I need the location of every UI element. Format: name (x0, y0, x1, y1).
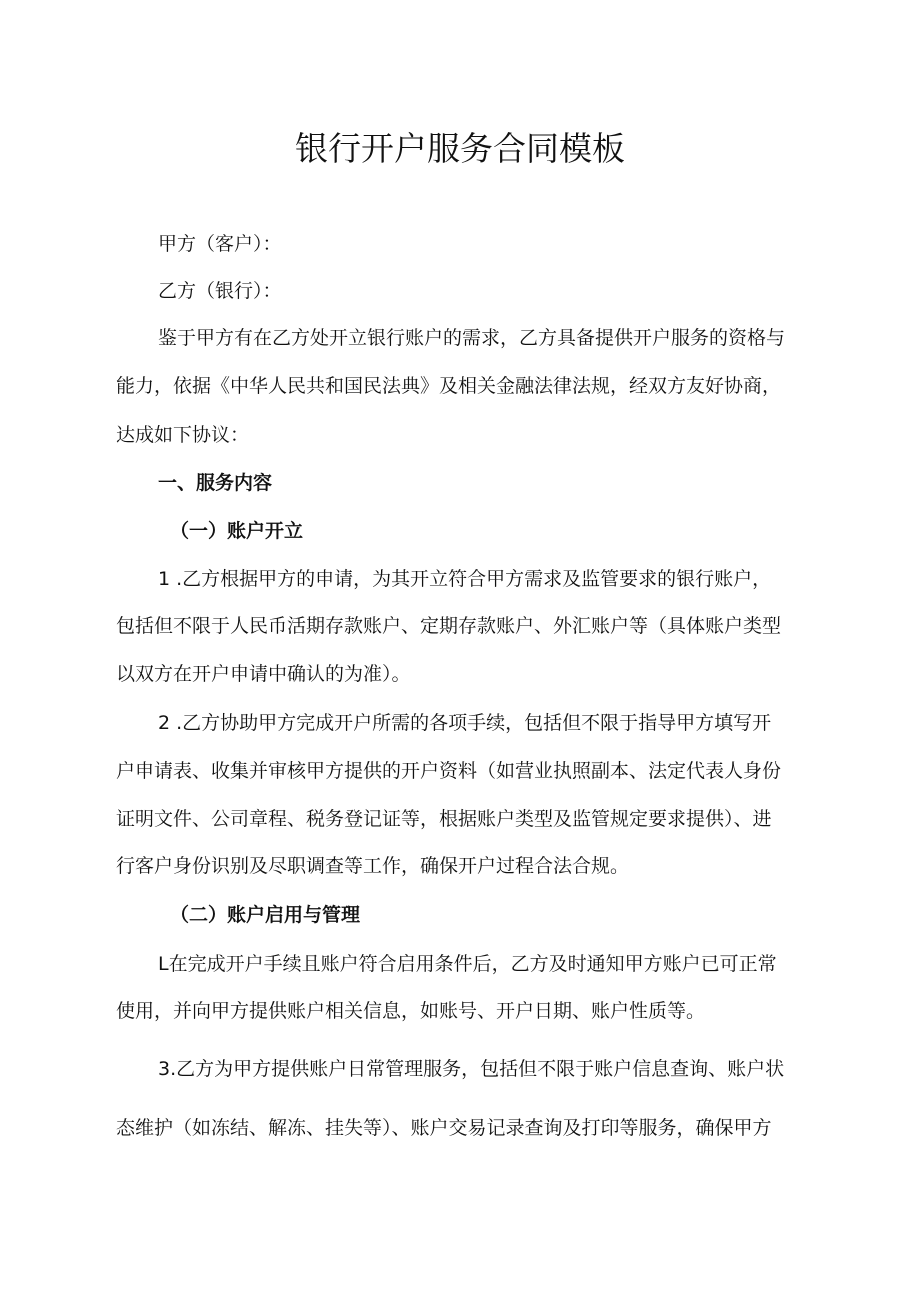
preamble-line-1: 鉴于甲方有在乙方处开立银行账户的需求，乙方具备提供开户服务的资格与 (158, 327, 786, 349)
preamble-line-2: 能力，依据《中华人民共和国民法典》及相关金融法律法规，经双方友好协商， (116, 375, 782, 397)
party-b-line: 乙方（银行）： (158, 280, 282, 302)
item-1-line-2: 包括但不限于人民币活期存款账户、定期存款账户、外汇账户等（具体账户类型 (116, 615, 782, 637)
subsection-1-heading: （一）账户开立 (170, 520, 304, 542)
section-1-heading: 一、服务内容 (158, 472, 273, 494)
item-1-line-1: 1 .乙方根据甲方的申请，为其开立符合甲方需求及监管要求的银行账户， (158, 568, 772, 590)
item-2-line-4: 行客户身份识别及尽职调查等工作，确保开户过程合法合规。 (116, 855, 630, 877)
document-title: 银行开户服务合同模板 (295, 129, 625, 168)
item-L-line-1: L在完成开户手续且账户符合启用条件后，乙方及时通知甲方账户已可正常 (158, 953, 777, 975)
item-3-line-2: 态维护（如冻结、解冻、挂失等）、账户交易记录查询及打印等服务，确保甲方 (116, 1117, 772, 1139)
item-L-line-2: 使用，并向甲方提供账户相关信息，如账号、开户日期、账户性质等。 (116, 1000, 706, 1022)
item-2-line-2: 户申请表、收集并审核甲方提供的开户资料（如营业执照副本、法定代表人身份 (116, 760, 782, 782)
item-1-line-3: 以双方在开户申请中确认的为准）。 (116, 663, 411, 685)
party-a-line: 甲方（客户）： (158, 233, 282, 255)
preamble-line-3: 达成如下协议： (116, 424, 250, 446)
item-2-line-1: 2 .乙方协助甲方完成开户所需的各项手续，包括但不限于指导甲方填写开 (158, 712, 772, 734)
item-2-line-3: 证明文件、公司章程、税务登记证等，根据账户类型及监管规定要求提供）、进 (116, 808, 772, 830)
item-3-line-1: 3.乙方为甲方提供账户日常管理服务，包括但不限于账户信息查询、账户状 (158, 1058, 785, 1080)
subsection-2-heading: （二）账户启用与管理 (170, 904, 361, 926)
